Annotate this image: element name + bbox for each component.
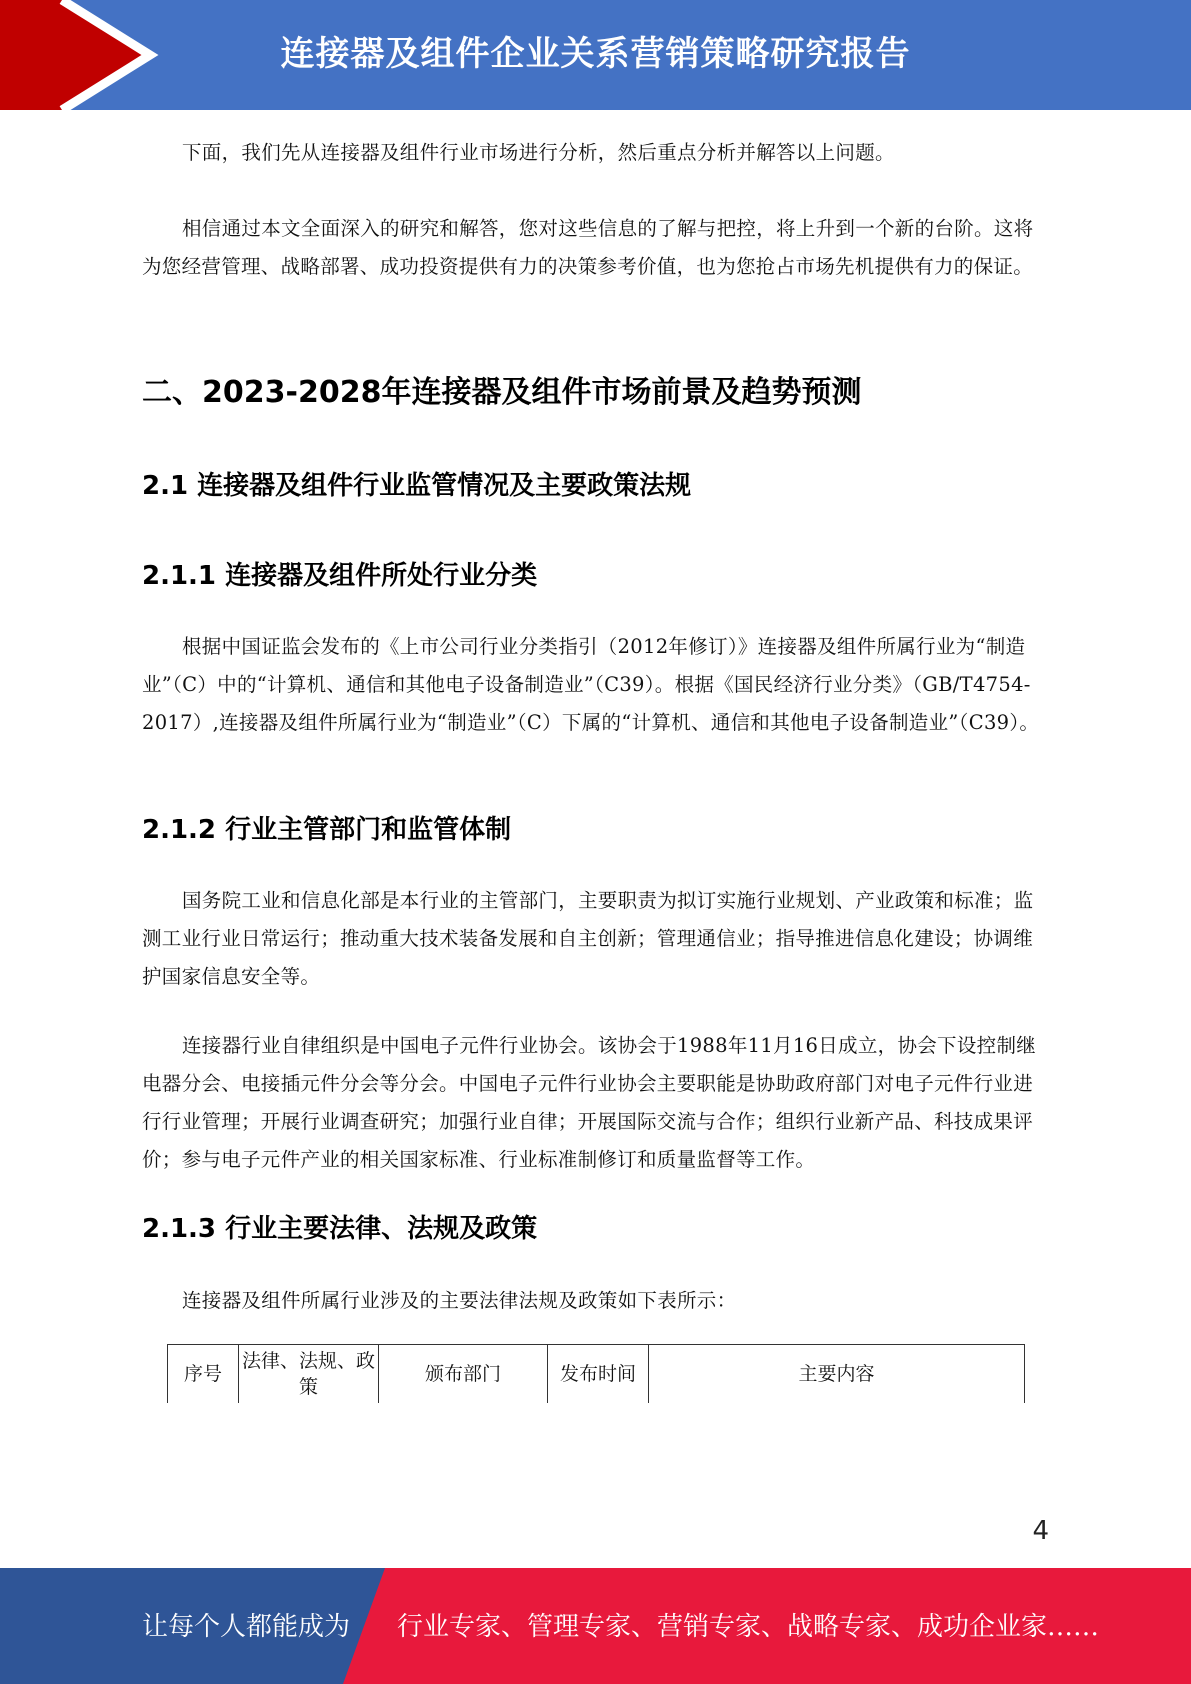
table-header-row xyxy=(168,1345,1025,1404)
page-number: 4 xyxy=(1032,1516,1049,1546)
subsection-heading: 2.1 连接器及组件行业监管情况及主要政策法规 xyxy=(142,471,692,501)
paragraph-regulator: 国务院工业和信息化部是本行业的主管部门，主要职责为拟订实施行业规划、产业政策和标准；监测工业行业日常运行；推动重大技术装备发展和自主创新；管理通信业；指导推进信息化建设；协调维护国家信息安全等。 xyxy=(142,889,1034,988)
subsubsection-heading-laws: 2.1.3 行业主要法律、法规及政策 xyxy=(142,1214,538,1244)
laws-table xyxy=(167,1344,1025,1403)
page-footer xyxy=(0,1568,1191,1684)
subsubsection-heading-classification: 2.1.1 连接器及组件所处行业分类 xyxy=(142,561,538,591)
table-header-cell: 主要内容 xyxy=(649,1345,1025,1404)
table-header-cell: 颁布部门 xyxy=(379,1345,548,1404)
paragraph-intro: 下面，我们先从连接器及组件行业市场进行分析，然后重点分析并解答以上问题。 xyxy=(182,141,895,164)
paragraph-association: 连接器行业自律组织是中国电子元件行业协会。该协会于1988年11月16日成立，协会下设控制继电器分会、电接插元件分会等分会。中国电子元件行业协会主要职能是协助政府部门对电子元件行业进行行业管理；开展行业调查研究；加强行业自律；开展国际交流与合作；组织行业新产品、科技成果评价；参与电子元件产业的相关国家标准、行业标准制修订和质量监督等工作。 xyxy=(142,1034,1037,1171)
section-heading: 二、2023-2028年连接器及组件市场前景及趋势预测 xyxy=(142,375,862,410)
footer-slogan-left: 让每个人都能成为 xyxy=(142,1612,351,1642)
paragraph-table-intro: 连接器及组件所属行业涉及的主要法律法规及政策如下表所示： xyxy=(182,1289,737,1312)
subsubsection-heading-regulator: 2.1.2 行业主管部门和监管体制 xyxy=(142,815,512,845)
paragraph-classification: 根据中国证监会发布的《上市公司行业分类指引（2012年修订）》连接器及组件所属行业为“制造业”（C）中的“计算机、通信和其他电子设备制造业”（C39）。根据《国民经济行业分类》（GB/T4754-2017）,连接器及组件所属行业为“制造业”（C）下属的“计算机、通信和其他电子设备制造业”（C39）。 xyxy=(142,635,1040,734)
header-title: 连接器及组件企业关系营销策略研究报告 xyxy=(280,34,911,74)
table-header-cell: 法律、法规、政策 xyxy=(239,1345,379,1404)
paragraph-value: 相信通过本文全面深入的研究和解答，您对这些信息的了解与把控，将上升到一个新的台阶。这将为您经营管理、战略部署、成功投资提供有力的决策参考价值，也为您抢占市场先机提供有力的保证。 xyxy=(142,217,1034,278)
page-header xyxy=(0,0,1191,110)
table-header-cell: 发布时间 xyxy=(548,1345,649,1404)
table-header-cell: 序号 xyxy=(168,1345,239,1404)
footer-slogan-right: 行业专家、管理专家、营销专家、战略专家、成功企业家…… xyxy=(397,1612,1100,1642)
